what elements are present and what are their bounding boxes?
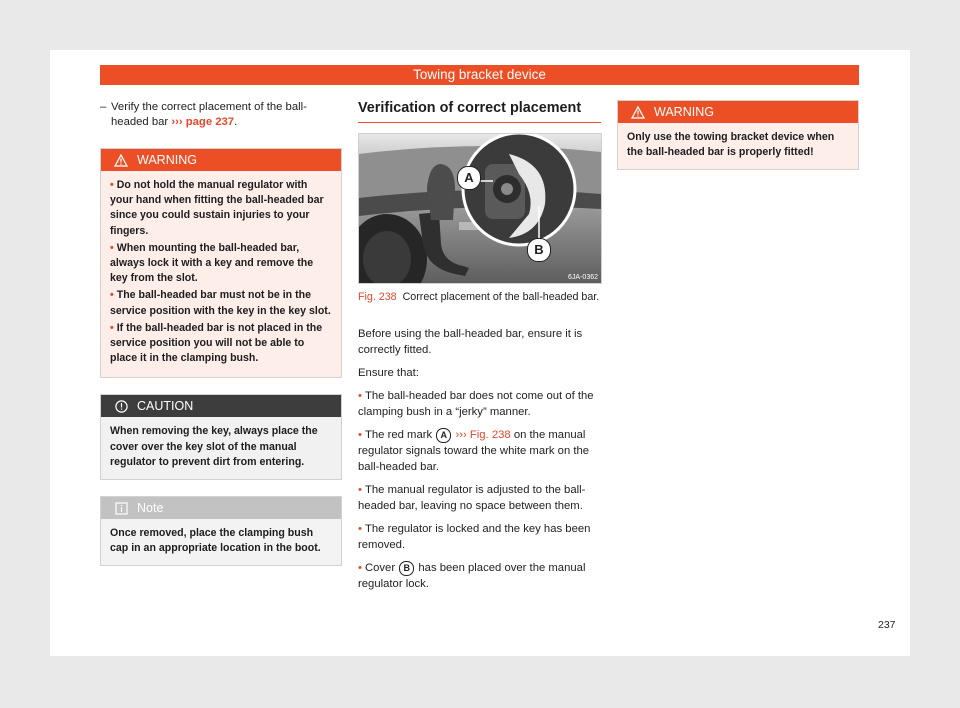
bullet-dot: • [358, 484, 362, 496]
list-item [358, 560, 601, 592]
list-item [358, 521, 601, 553]
warning-header [101, 149, 341, 171]
dash: – [100, 101, 107, 113]
list-item-text: The red mark [364, 429, 433, 441]
warning-item [110, 321, 332, 367]
note-header [101, 497, 341, 519]
callout-a: A [457, 166, 481, 190]
caution-circle-icon [113, 399, 129, 413]
caution-header [101, 395, 341, 417]
warning-title: WARNING [654, 105, 714, 119]
warning-item-text: If the ball-headed bar is not placed in the service position you will not be able to place it in the clamping bush. [110, 321, 323, 365]
caution-title: CAUTION [137, 399, 194, 414]
warning-item [110, 178, 332, 239]
list-item-text: The ball-headed bar does not come out of the clamping bush in a “jerky” manner. [358, 390, 594, 418]
step-end: . [234, 116, 238, 128]
list-item-text: on the manual regulator signals toward the white mark on the ball-headed bar. [358, 429, 590, 473]
bullet-dot: • [110, 241, 114, 254]
figure-code: 6JA-0362 [568, 274, 598, 281]
step-item [100, 100, 342, 130]
warning-body [101, 171, 341, 377]
bullet-dot: • [358, 523, 362, 535]
note-title: Note [137, 501, 164, 516]
bullet-dot: • [110, 289, 114, 302]
warning-item-text: The ball-headed bar must not be in the service position with the key in the key slot. [110, 289, 331, 317]
bullet-dot: • [358, 390, 362, 402]
caption-text: Correct placement of the ball-headed bar. [402, 291, 600, 303]
list-item-text: Cover [364, 562, 396, 574]
warning-header [618, 101, 858, 123]
bullet-dot: • [358, 429, 362, 441]
info-icon [113, 501, 129, 515]
warning-box [617, 100, 859, 170]
left-column [100, 100, 342, 582]
warning-title: WARNING [137, 153, 197, 167]
callout-b-inline: B [399, 561, 414, 576]
bullet-dot: • [110, 179, 114, 191]
list-item [358, 482, 601, 514]
page-number: 237 [878, 619, 896, 631]
step-text-wrap [111, 100, 342, 130]
warning-text: Only use the towing bracket device when the ball-headed bar is properly fitted! [627, 131, 835, 159]
caution-text: When removing the key, always place the cover over the key slot of the manual regulator to prevent dirt from entering. [110, 425, 318, 468]
warning-triangle-icon [113, 153, 129, 167]
list-item-text: The manual regulator is adjusted to the ball-headed bar, leaving no space between them. [358, 484, 586, 512]
figure-caption [358, 290, 601, 304]
bullet-dot: • [110, 321, 114, 334]
caution-box [100, 394, 342, 480]
figure-image [358, 133, 602, 284]
bullet-dot: • [358, 562, 362, 574]
warning-item [110, 241, 332, 287]
warning-item [110, 288, 332, 318]
warning-box [100, 148, 342, 378]
note-text: Once removed, place the clamping bush cap in an appropriate location in the boot. [110, 527, 321, 555]
section-header: Towing bracket device [100, 65, 859, 85]
callout-a-inline: A [436, 428, 451, 443]
list-item [358, 388, 601, 420]
warning-item-text: When mounting the ball-headed bar, always lock it with a key and remove the key from the slot. [110, 241, 314, 285]
figure-ref: Fig. 238 [358, 291, 397, 303]
list-item-text: has been placed over the manual regulator lock. [358, 562, 586, 590]
warning-item-text: Do not hold the manual regulator with your hand when fitting the ball-headed bar since you could sustain injuries to your fingers. [110, 179, 324, 237]
body-text [358, 326, 601, 592]
list-item [358, 427, 601, 475]
middle-column [358, 100, 601, 599]
step-text: Verify the correct placement of the ball-headed bar [111, 101, 307, 128]
page-link[interactable]: ››› page 237 [171, 116, 235, 128]
right-column [617, 100, 859, 186]
callout-b: B [527, 238, 551, 262]
figure-link[interactable]: ››› Fig. 238 [455, 429, 511, 441]
note-box [100, 496, 342, 566]
ensure-label: Ensure that: [358, 367, 419, 379]
intro-paragraph: Before using the ball-headed bar, ensure it is correctly fitted. [358, 328, 583, 356]
list-item-text: The regulator is locked and the key has been removed. [358, 523, 591, 551]
section-heading: Verification of correct placement [358, 100, 601, 123]
warning-triangle-icon [630, 105, 646, 119]
